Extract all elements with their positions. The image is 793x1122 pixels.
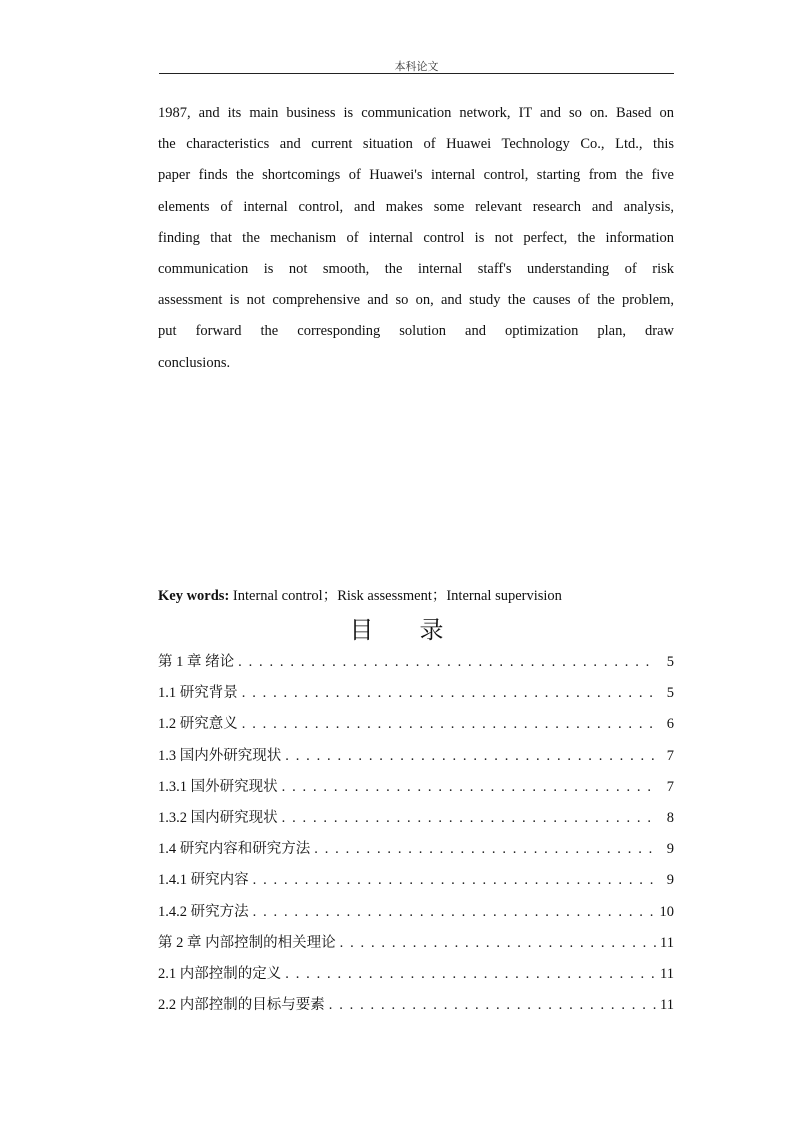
toc-entry-page: 7 — [666, 747, 674, 764]
toc-entry-label: 2.1 内部控制的定义 — [158, 965, 282, 982]
abstract-line: 1987, and its main business is communication network, IT and so on. Based on — [158, 105, 674, 121]
abstract-line: the characteristics and current situation of Huawei Technology Co., Ltd., this — [158, 136, 674, 153]
toc-entry[interactable] — [158, 931, 674, 962]
toc-leader-dots — [285, 966, 656, 983]
toc-leader-dots — [340, 935, 656, 952]
abstract-line: communication is not smooth, the internal staff's understanding of risk — [158, 260, 674, 277]
toc-leader-dots — [285, 748, 656, 765]
toc-entry-label: 第 2 章 内部控制的相关理论 — [158, 934, 336, 951]
toc-leader-dots — [253, 872, 656, 889]
toc-entry-label: 2.2 内部控制的目标与要素 — [158, 997, 325, 1014]
toc-entry-label: 1.4 研究内容和研究方法 — [158, 841, 311, 858]
header-rule — [159, 73, 674, 74]
page-header: 本科论文 — [394, 61, 439, 73]
toc-entry-label: 第 1 章 绪论 — [158, 654, 235, 670]
toc-entry-label: 1.4.2 研究方法 — [158, 903, 249, 920]
toc-entry-label: 1.3.1 国外研究现状 — [158, 778, 278, 795]
toc-entry-page: 5 — [666, 654, 674, 670]
toc-entry-label: 1.3 国内外研究现状 — [158, 747, 282, 764]
abstract-line: paper finds the shortcomings of Huawei's internal control, starting from the five — [158, 167, 674, 184]
toc-entry-label: 1.3.2 国内研究现状 — [158, 809, 278, 826]
toc-entry[interactable] — [158, 744, 674, 775]
toc-entry[interactable] — [158, 868, 674, 899]
keywords-line — [158, 584, 562, 605]
toc-leader-dots — [329, 997, 656, 1014]
toc-leader-dots — [253, 904, 656, 921]
toc-entry[interactable] — [158, 993, 674, 1024]
keywords-text: Internal control；Risk assessment；Internal supervision — [229, 588, 562, 604]
toc-entry-page: 11 — [660, 997, 674, 1014]
toc-entry-page: 7 — [666, 778, 674, 795]
toc-entry-page: 9 — [666, 841, 674, 858]
toc-entry-label: 1.1 研究背景 — [158, 685, 238, 702]
toc-entry[interactable] — [158, 712, 674, 743]
abstract-line: conclusions. — [158, 354, 231, 371]
toc-entry-page: 11 — [660, 965, 674, 982]
toc-entry[interactable] — [158, 650, 674, 681]
toc-entry-label: 1.4.1 研究内容 — [158, 872, 249, 889]
abstract-line: elements of internal control, and makes some relevant research and analysis, — [158, 198, 674, 215]
toc-leader-dots — [314, 841, 656, 858]
toc-entry[interactable] — [158, 775, 674, 806]
toc-leader-dots — [242, 716, 656, 733]
toc-entry-label: 1.2 研究意义 — [158, 716, 238, 733]
toc-entry-page: 5 — [666, 685, 674, 702]
toc-entry[interactable] — [158, 900, 674, 931]
toc-entry-page: 11 — [660, 934, 674, 951]
toc-title: 目 录 — [349, 618, 464, 644]
toc-entry[interactable] — [158, 837, 674, 868]
abstract-line: assessment is not comprehensive and so on, and study the causes of the problem, — [158, 292, 674, 309]
abstract-line: put forward the corresponding solution and optimization plan, draw — [158, 323, 674, 340]
toc-entry[interactable] — [158, 681, 674, 712]
toc-entry-page: 10 — [659, 903, 674, 920]
table-of-contents — [158, 650, 674, 1024]
toc-entry[interactable] — [158, 806, 674, 837]
keywords-label: Key words: — [158, 588, 230, 604]
toc-leader-dots — [282, 779, 656, 796]
toc-entry-page: 8 — [666, 809, 674, 826]
toc-entry[interactable] — [158, 962, 674, 993]
toc-leader-dots — [242, 685, 656, 702]
abstract-line: finding that the mechanism of internal control is not perfect, the information — [158, 229, 674, 246]
toc-leader-dots — [238, 654, 656, 671]
toc-leader-dots — [282, 810, 656, 827]
toc-entry-page: 9 — [666, 872, 674, 889]
abstract-paragraph — [158, 98, 674, 379]
toc-entry-page: 6 — [666, 716, 674, 733]
